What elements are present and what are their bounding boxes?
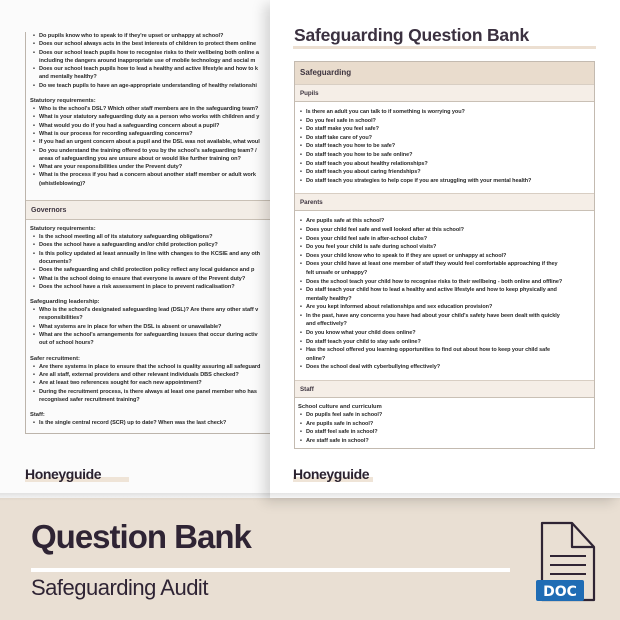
intro-bullet-list [30, 32, 270, 90]
question-text: • Does our school teach pupils how to recognise risks to their wellbeing both online a [39, 49, 259, 56]
question-table [294, 61, 595, 449]
brand-name: Honeyguide [293, 466, 370, 482]
question-item [297, 303, 590, 312]
parents-bullet-list [297, 217, 590, 372]
question-text-continued: out of school hours? [39, 340, 94, 347]
question-text: • Are there systems in place to ensure that the school is quality assuring all safeguard [39, 363, 261, 370]
question-text: • Do pupils feel safe in school? [306, 412, 383, 419]
question-item [297, 428, 590, 437]
title-underline [293, 46, 596, 49]
question-text: • Do staff teach you how to be safe? [306, 143, 396, 150]
question-item [297, 363, 590, 372]
question-text: • Are all staff, external providers and other relevant individuals DBS checked? [39, 371, 239, 378]
question-item [30, 331, 270, 348]
question-item [30, 171, 270, 188]
pupils-bullet-list [297, 108, 590, 185]
question-item [297, 329, 590, 338]
document-page-left [0, 0, 270, 498]
question-item [297, 125, 590, 134]
question-item [297, 108, 590, 117]
question-item [297, 177, 590, 186]
question-item [30, 49, 270, 66]
brand-logo-left [25, 466, 101, 484]
question-text: • Is this policy updated at least annually in line with changes to the KCSIE and any oth [39, 250, 261, 257]
question-text: • If you had an urgent concern about a pupil and the DSL was not available, what woul [39, 139, 260, 146]
question-item [30, 233, 270, 241]
question-text-continued: including the dangers around inappropriate use of mobile technology and social m [39, 57, 256, 64]
question-text: • Do you feel safe in school? [306, 117, 376, 124]
question-text: • Is the school meeting all of its statutory safeguarding obligations? [39, 234, 213, 241]
question-text: • Is the single central record (SCR) up to date? When was the last check? [39, 420, 227, 427]
question-item [30, 82, 270, 90]
question-text: • In the past, have any concerns you have had about your child's safety have been dealt with quickly [306, 312, 560, 319]
safeguarding-leadership-heading: Safeguarding leadership: [30, 299, 100, 306]
page-shadow [0, 493, 620, 501]
question-item [30, 323, 270, 331]
question-text: • Does your child have at least one member of staff they would feel comfortable approaching if they [306, 261, 558, 268]
banner-title: Question Bank [31, 518, 251, 555]
question-text: • Are you kept informed about relationships and sex education provision? [306, 304, 493, 311]
question-text-continued: (whistleblowing)? [39, 180, 86, 187]
question-item [30, 371, 270, 379]
question-text: • Do you understand the training offered to you by the school's safeguarding team? / [39, 147, 257, 154]
document-page-right [270, 0, 620, 498]
question-text: • Who is the school's DSL? Which other staff members are in the safeguarding team? [39, 106, 259, 113]
question-text: • Are staff safe in school? [306, 437, 369, 444]
question-item [30, 379, 270, 387]
question-text: • Do staff teach you about healthy relationships? [306, 160, 428, 167]
question-text: • Has the school offered you learning opportunities to find out about how to keep your child safe [306, 347, 550, 354]
question-text-continued: documents? [39, 258, 72, 265]
statutory-bullet-list [30, 105, 270, 188]
question-item [30, 105, 270, 113]
brand-name: Honeyguide [25, 466, 102, 482]
governors-statutory-heading: Statutory requirements: [30, 226, 96, 233]
question-text: • What are the school's arrangements for safeguarding issues that occur during activ [39, 332, 258, 339]
question-text: • Do staff teach you how to be safe online? [306, 151, 413, 158]
question-text: • What is your statutory safeguarding duty as a person who works with children and y [39, 114, 260, 121]
banner-divider [31, 568, 510, 572]
question-item [297, 338, 590, 347]
question-item [297, 420, 590, 429]
parents-questions [295, 211, 594, 380]
question-item [30, 122, 270, 130]
brand-logo-right [293, 466, 369, 484]
question-text-continued: online? [306, 355, 326, 362]
staff-questions-block [26, 32, 270, 194]
question-text: • Is there an adult you can talk to if something is worrying you? [306, 109, 465, 115]
question-text: • Are pupils safe at this school? [306, 218, 385, 225]
pupils-header: Pupils [295, 84, 594, 102]
question-text: • Do you know what your child does online? [306, 330, 416, 337]
question-item [297, 160, 590, 169]
question-item [30, 241, 270, 249]
question-text: • Does our school always acts in the best interests of children to protect them online [39, 41, 257, 48]
safeguarding-section-header: Safeguarding [295, 62, 594, 84]
question-text-continued: mentally healthy? [306, 295, 352, 302]
pupils-questions [295, 102, 594, 193]
question-item [30, 163, 270, 171]
question-text: • Are at least two references sought for each new appointment? [39, 380, 202, 387]
school-culture-heading: School culture and curriculum [298, 404, 382, 411]
governors-section-header: Governors [26, 200, 270, 220]
question-item [30, 147, 270, 164]
staff-questions [295, 398, 594, 448]
question-text-continued: and mentally healthy? [39, 74, 97, 81]
staff-culture-bullet-list [297, 411, 590, 445]
question-text: • What is our process for recording safeguarding concerns? [39, 130, 193, 137]
question-item [297, 411, 590, 420]
question-text: • Do staff teach your child how to lead a healthy and active lifestyle and how to keep physically and [306, 287, 557, 294]
question-item [30, 113, 270, 121]
question-text: • Do staff feel safe in school? [306, 429, 378, 436]
question-item [30, 32, 270, 40]
statutory-requirements-heading: Statutory requirements: [30, 98, 96, 105]
question-text: • Does your child feel safe in after-school clubs? [306, 235, 428, 242]
question-text: • Who is the school's designated safeguarding lead (DSL)? Are there any other staff v [39, 307, 259, 314]
staff-header: Staff [295, 380, 594, 398]
question-text: • During the recruitment process, is there always at least one panel member who has [39, 388, 257, 395]
question-text: • What is the school doing to ensure that everyone is aware of the Prevent duty? [39, 275, 246, 282]
question-item [297, 235, 590, 244]
question-item [297, 286, 590, 303]
staff-heading: Staff: [30, 412, 45, 419]
question-item [297, 312, 590, 329]
question-item [297, 134, 590, 143]
question-text: • Does the school deal with cyberbullying effectively? [306, 364, 441, 371]
question-text: • Do pupils know who to speak to if they're upset or unhappy at school? [39, 33, 224, 39]
banner-subtitle: Safeguarding Audit [31, 575, 208, 600]
question-text: • What are your responsibilities under the Prevent duty? [39, 164, 183, 171]
question-item [30, 266, 270, 274]
question-text: • Do we teach pupils to have an age-appropriate understanding of healthy relationshi [39, 82, 257, 89]
question-item [30, 419, 270, 427]
question-item [30, 130, 270, 138]
left-page-table [25, 32, 270, 434]
question-item [30, 283, 270, 291]
question-text: • Does the school have a risk assessment in place to prevent radicalisation? [39, 283, 235, 290]
governors-statutory-list [30, 233, 270, 291]
question-item [297, 117, 590, 126]
question-text: • Does your child know who to speak to if they are upset or unhappy at school? [306, 252, 507, 259]
question-text: • Are pupils safe in school? [306, 420, 374, 427]
question-item [297, 278, 590, 287]
question-text-continued: areas of safeguarding you are unsure about or would like further training on? [39, 155, 241, 162]
question-item [297, 151, 590, 160]
question-item [297, 252, 590, 261]
question-item [297, 437, 590, 446]
question-text: • What is the process if you had a concern about another staff member or adult work [39, 172, 256, 179]
question-text: • Do staff make you feel safe? [306, 126, 379, 133]
question-text: • Do staff teach you about caring friendships? [306, 169, 421, 176]
question-item [297, 243, 590, 252]
leadership-bullet-list [30, 306, 270, 347]
question-text-continued: responsibilities? [39, 315, 83, 322]
recruitment-bullet-list [30, 363, 270, 404]
question-text: • Does the safeguarding and child protection policy reflect any local guidance and p [39, 267, 255, 274]
doc-badge-label: DOC [543, 584, 577, 600]
question-item [30, 65, 270, 82]
question-text: • Do staff teach your child to stay safe online? [306, 338, 421, 345]
question-text: • Does our school teach pupils how to lead a healthy and active lifestyle and how to k [39, 66, 258, 73]
question-text-continued: and effectively? [306, 321, 347, 328]
question-item [30, 250, 270, 267]
question-text: • Do staff take care of you? [306, 134, 372, 141]
doc-file-icon [534, 520, 598, 604]
question-item [30, 40, 270, 48]
question-item [30, 363, 270, 371]
question-item [297, 168, 590, 177]
question-text-continued: recognised safer recruitment training? [39, 396, 140, 403]
document-title: Safeguarding Question Bank [294, 25, 529, 45]
question-item [297, 346, 590, 363]
question-text: • What systems are in place for when the DSL is absent or unavailable? [39, 323, 222, 330]
parents-header: Parents [295, 193, 594, 211]
safer-recruitment-heading: Safer recruitment: [30, 355, 80, 362]
question-text: • Do staff teach you strategies to help cope if you are struggling with your mental health? [306, 177, 532, 184]
question-text: • Does the school teach your child how to recognise risks to their wellbeing - both online and offline? [306, 278, 563, 285]
question-text: • Does your child feel safe and well looked after at this school? [306, 226, 464, 233]
question-text-continued: felt unsafe or unhappy? [306, 269, 368, 276]
question-item [297, 142, 590, 151]
question-item [30, 388, 270, 405]
question-item [297, 260, 590, 277]
question-text: • Do you feel your child is safe during school visits? [306, 244, 437, 251]
question-text: • Does the school have a safeguarding and/or child protection policy? [39, 242, 218, 249]
question-item [297, 226, 590, 235]
question-item [30, 306, 270, 323]
governors-questions-block [26, 220, 270, 434]
question-text: • What would you do if you had a safeguarding concern about a pupil? [39, 122, 220, 129]
question-item [30, 138, 270, 146]
question-item [30, 275, 270, 283]
question-item [297, 217, 590, 226]
staff-bullet-list [30, 419, 270, 427]
